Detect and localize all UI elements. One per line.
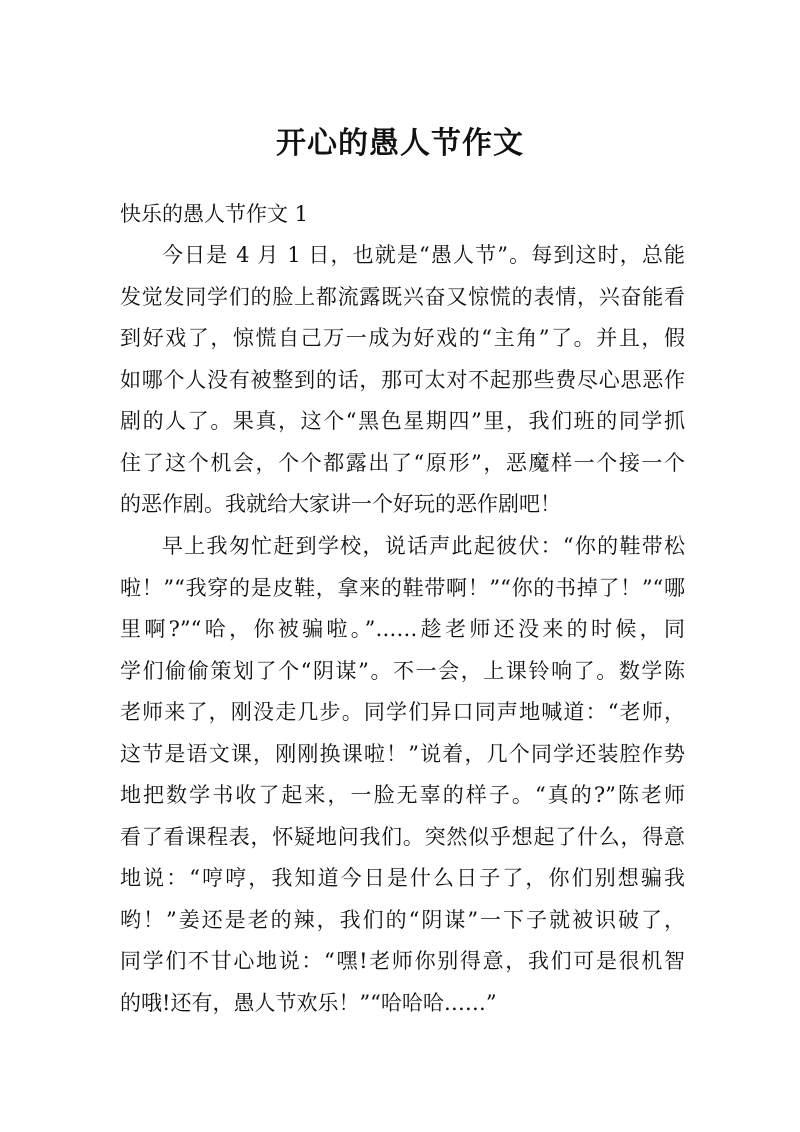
paragraph-line: 同学们不甘心地说：“嘿!老师你别得意，我们可是很机智 — [120, 949, 685, 973]
paragraph-line: 剧的人了。果真，这个“黑色星期四”里，我们班的同学抓 — [120, 409, 685, 433]
paragraph-line: 今日是 4 月 1 日，也就是“愚人节”。每到这时，总能 — [162, 243, 685, 267]
paragraph-line: 学们偷偷策划了个“阴谋”。不一会，上课铃响了。数学陈 — [120, 658, 685, 683]
section-subtitle: 快乐的愚人节作文 1 — [120, 202, 309, 226]
paragraph-line: 老师来了，刚没走几步。同学们异口同声地喊道：“老师， — [120, 700, 685, 724]
paragraph-line: 啦！”“我穿的是皮鞋，拿来的鞋带啊！”“你的书掉了！”“哪 — [120, 575, 685, 600]
paragraph-line: 发觉发同学们的脸上都流露既兴奋又惊慌的表情，兴奋能看 — [120, 284, 685, 309]
paragraph-line: 看了看课程表，怀疑地问我们。突然似乎想起了什么，得意 — [120, 824, 685, 849]
paragraph-line: 如哪个人没有被整到的话，那可太对不起那些费尽心思恶作 — [120, 367, 685, 392]
paragraph-line: 的哦!还有，愚人节欢乐！”“哈哈哈……” — [120, 990, 497, 1015]
paragraph-line: 这节是语文课，刚刚换课啦！”说着，几个同学还装腔作势 — [120, 741, 685, 766]
paragraph-2 — [120, 526, 685, 1024]
paragraph-line: 的恶作剧。我就给大家讲一个好玩的恶作剧吧！ — [120, 492, 561, 516]
paragraph-line: 哟！”姜还是老的辣，我们的“阴谋”一下子就被识破了， — [120, 907, 685, 932]
paragraph-line: 早上我匆忙赶到学校，说话声此起彼伏：“你的鞋带松 — [162, 534, 685, 558]
paragraph-line: 里啊?”“哈，你被骗啦。”……趁老师还没来的时候，同 — [120, 617, 685, 641]
paragraph-line: 地说：“哼哼，我知道今日是什么日子了，你们别想骗我 — [120, 866, 685, 890]
page-title: 开心的愚人节作文 — [276, 126, 524, 161]
paragraph-line: 住了这个机会，个个都露出了“原形”，恶魔样一个接一个 — [120, 450, 685, 475]
paragraph-1 — [120, 235, 685, 526]
paragraph-line: 到好戏了，惊慌自己万一成为好戏的“主角”了。并且，假 — [120, 326, 685, 350]
paragraph-line: 地把数学书收了起来，一脸无辜的样子。“真的?”陈老师 — [120, 783, 685, 807]
